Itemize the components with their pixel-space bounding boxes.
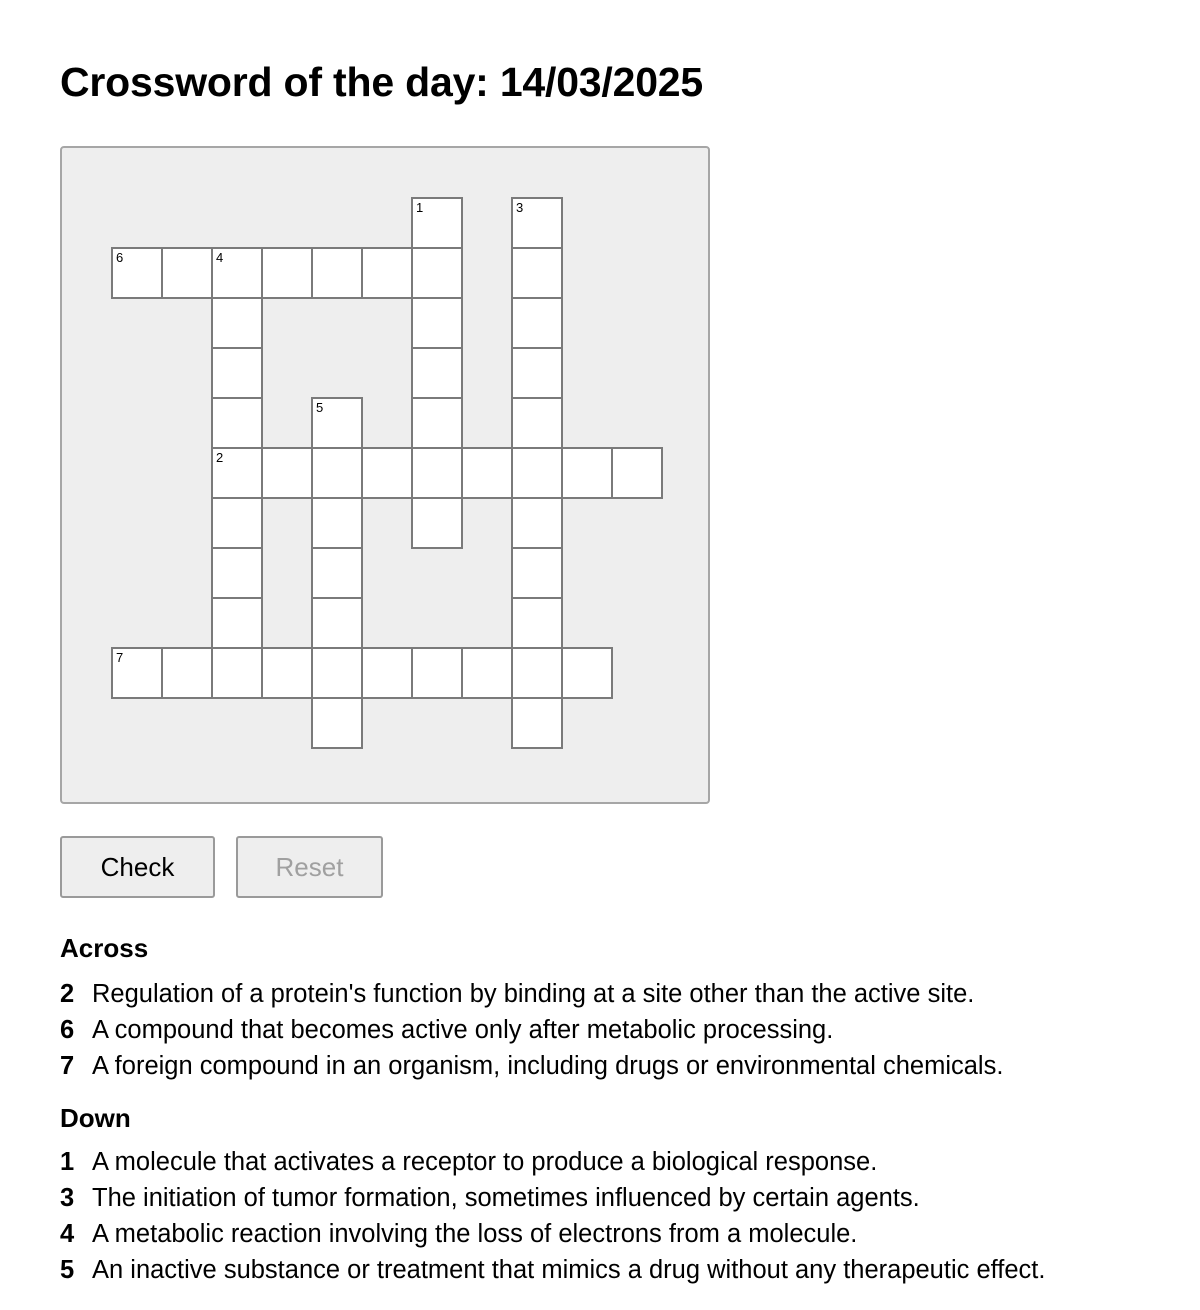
page-title: Crossword of the day: 14/03/2025 <box>60 59 704 105</box>
grid-cell[interactable] <box>211 247 263 299</box>
grid-cell[interactable] <box>411 497 463 549</box>
grid-cell[interactable] <box>561 447 613 499</box>
grid-cell[interactable] <box>311 247 363 299</box>
cell-number: 6 <box>116 250 124 265</box>
grid-cell[interactable] <box>211 597 263 649</box>
grid-cell[interactable] <box>511 547 563 599</box>
grid-cell[interactable] <box>261 647 313 699</box>
grid-cell[interactable] <box>411 647 463 699</box>
grid-cell[interactable] <box>361 647 413 699</box>
clue-text: A compound that becomes active only after metabolic processing. <box>92 1016 834 1044</box>
grid-cell[interactable] <box>511 347 563 399</box>
cell-number: 7 <box>116 650 124 665</box>
cell-number: 1 <box>416 200 424 215</box>
grid-cell[interactable] <box>411 297 463 349</box>
grid-cell[interactable] <box>311 597 363 649</box>
clue-number: 6 <box>60 1016 75 1044</box>
clue-text: A molecule that activates a receptor to produce a biological response. <box>92 1148 878 1176</box>
grid-cell[interactable] <box>111 647 163 699</box>
clue-number: 1 <box>60 1148 75 1176</box>
grid-cell[interactable] <box>461 647 513 699</box>
grid-cell[interactable] <box>211 297 263 349</box>
grid-cell[interactable] <box>511 497 563 549</box>
grid-cell[interactable] <box>411 197 463 249</box>
grid-cell[interactable] <box>511 197 563 249</box>
grid-cell[interactable] <box>311 397 363 449</box>
clue-across-2 <box>60 976 1190 1012</box>
grid-cell[interactable] <box>311 447 363 499</box>
grid-cell[interactable] <box>311 697 363 749</box>
grid-cell[interactable] <box>511 447 563 499</box>
across-heading: Across <box>60 933 149 963</box>
cell-number: 4 <box>216 250 224 265</box>
clue-down-1 <box>60 1144 1190 1180</box>
grid-cell[interactable] <box>111 247 163 299</box>
grid-cell[interactable] <box>511 647 563 699</box>
across-clue-list <box>60 976 1190 1084</box>
clue-text: A metabolic reaction involving the loss of electrons from a molecule. <box>92 1220 858 1248</box>
grid-cell[interactable] <box>311 647 363 699</box>
grid-cell[interactable] <box>361 447 413 499</box>
crossword-grid <box>60 146 710 804</box>
grid-cell[interactable] <box>511 697 563 749</box>
grid-cell[interactable] <box>611 447 663 499</box>
grid-cell[interactable] <box>461 447 513 499</box>
grid-cell[interactable] <box>211 347 263 399</box>
clue-number: 2 <box>60 980 75 1008</box>
clue-number: 3 <box>60 1184 75 1212</box>
grid-cell[interactable] <box>411 447 463 499</box>
down-heading: Down <box>60 1103 131 1133</box>
clue-down-3 <box>60 1180 1190 1216</box>
grid-cell[interactable] <box>311 497 363 549</box>
clue-down-4 <box>60 1216 1190 1252</box>
clue-across-7 <box>60 1048 1190 1084</box>
grid-cell[interactable] <box>511 297 563 349</box>
grid-cell[interactable] <box>211 497 263 549</box>
grid-cell[interactable] <box>411 397 463 449</box>
grid-cell[interactable] <box>161 647 213 699</box>
grid-cell[interactable] <box>211 397 263 449</box>
grid-cell[interactable] <box>411 347 463 399</box>
grid-cell[interactable] <box>161 247 213 299</box>
grid-cell[interactable] <box>511 397 563 449</box>
clue-down-5 <box>60 1252 1190 1288</box>
grid-cell[interactable] <box>211 547 263 599</box>
grid-cell[interactable] <box>361 247 413 299</box>
clue-text: The initiation of tumor formation, sometimes influenced by certain agents. <box>92 1184 920 1212</box>
clue-number: 4 <box>60 1220 75 1248</box>
reset-button[interactable]: Reset <box>236 836 383 898</box>
grid-cell[interactable] <box>261 447 313 499</box>
clue-number: 5 <box>60 1256 75 1284</box>
cell-number: 2 <box>216 450 224 465</box>
clue-across-6 <box>60 1012 1190 1048</box>
grid-cell[interactable] <box>211 647 263 699</box>
down-clue-list <box>60 1144 1190 1288</box>
cell-number: 3 <box>516 200 524 215</box>
grid-cell[interactable] <box>511 247 563 299</box>
grid-cell[interactable] <box>411 247 463 299</box>
clue-text: A foreign compound in an organism, including drugs or environmental chemicals. <box>92 1052 1004 1080</box>
grid-cell[interactable] <box>211 447 263 499</box>
check-button[interactable]: Check <box>60 836 215 898</box>
clue-number: 7 <box>60 1052 75 1080</box>
grid-cell[interactable] <box>261 247 313 299</box>
cell-number: 5 <box>316 400 324 415</box>
grid-cell[interactable] <box>311 547 363 599</box>
clue-text: An inactive substance or treatment that mimics a drug without any therapeutic effect. <box>92 1256 1046 1284</box>
grid-cell[interactable] <box>561 647 613 699</box>
grid-cell[interactable] <box>511 597 563 649</box>
clue-text: Regulation of a protein's function by binding at a site other than the active site. <box>92 980 975 1008</box>
